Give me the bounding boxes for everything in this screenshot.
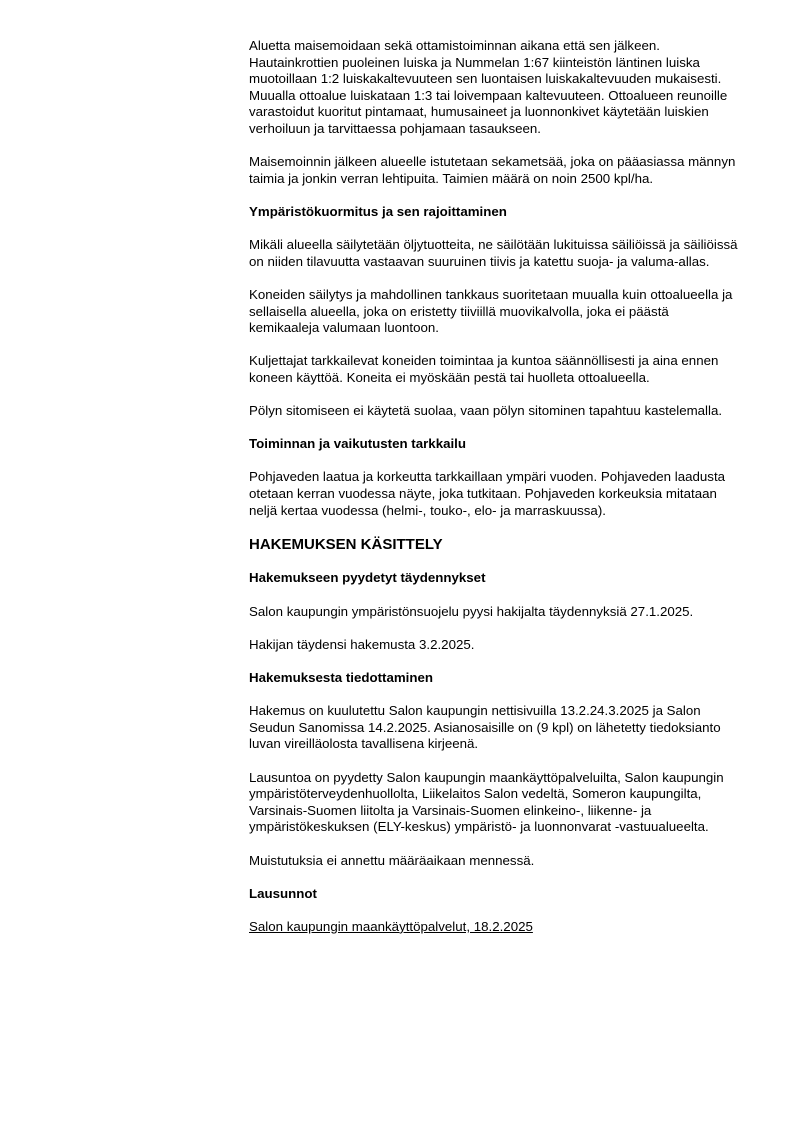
heading-application-processing: HAKEMUKSEN KÄSITTELY bbox=[249, 535, 443, 553]
paragraph-groundwater: Pohjaveden laatua ja korkeutta tarkkaillaan ympäri vuoden. Pohjaveden laadusta otetaan kerran vuodessa näyte, joka tutkitaan. Pohjaveden korkeuksia mitataan neljä kertaa vuodessa (helmi-, touko-, elo- ja marraskuussa). bbox=[249, 469, 726, 518]
paragraph-landscaping: Aluetta maisemoidaan sekä ottamistoiminnan aikana että sen jälkeen. Hautainkrottien puoleinen luiska ja Nummelan 1:67 kiinteistön läntinen luiska muotoillaan 1:2 luiskakaltevuuteen sen luontaisen luiskakaltevuuden mukaisesti. Muualla ottoalue luiskataan 1:3 tai loivempaan kaltevuuteen. Ottoalueen reunoille varastoidut kuoritut pintamaat, humusaineet ja luonnonkivet käytetään luiskien verhoiluun ja tarvittaessa pohjamaan tasaukseen. bbox=[249, 38, 728, 136]
paragraph-machine-monitoring: Kuljettajat tarkkailevat koneiden toimintaa ja kuntoa säännöllisesti ja aina ennen koneen käyttöä. Koneita ei myöskään pestä tai huolleta ottoalueella. bbox=[249, 353, 719, 385]
paragraph-oil-storage: Mikäli alueella säilytetään öljytuotteita, ne säilötään lukituissa säiliöissä ja säiliöissä on niiden tilavuutta vastaavan suuruinen tiivis ja katettu suoja- ja valuma-allas. bbox=[249, 237, 738, 269]
heading-environmental-load: Ympäristökuormitus ja sen rajoittaminen bbox=[249, 203, 507, 219]
paragraph-supplement-request: Salon kaupungin ympäristönsuojelu pyysi hakijalta täydennyksiä 27.1.2025. bbox=[249, 603, 694, 619]
document-page bbox=[249, 38, 739, 935]
paragraph-dust: Pölyn sitomiseen ei käytetä suolaa, vaan pölyn sitominen tapahtuu kastelemalla. bbox=[249, 403, 723, 419]
paragraph-machine-storage: Koneiden säilytys ja mahdollinen tankkaus suoritetaan muualla kuin ottoalueella ja sellaisella alueella, joka on eristetty tiiviillä muovikalvolla, joka ei päästä kemikaaleja valumaan luontoon. bbox=[249, 286, 733, 336]
paragraph-announcement: Hakemus on kuulutettu Salon kaupungin nettisivuilla 13.2.24.3.2025 ja Salon Seudun Sanomissa 14.2.2025. Asianosaisille on (9 kpl) on lähetetty tiedoksianto luvan vireilläolosta tavallisena kirjeenä. bbox=[249, 703, 721, 752]
heading-announcement: Hakemuksesta tiedottaminen bbox=[249, 669, 434, 685]
heading-monitoring: Toiminnan ja vaikutusten tarkkailu bbox=[249, 436, 466, 452]
paragraph-reforestation: Maisemoinnin jälkeen alueelle istutetaan sekametsää, joka on pääasiassa männyn taimia ja jonkin verran lehtipuita. Taimien määrä on noin 2500 kpl/ha. bbox=[249, 154, 736, 186]
paragraph-statements-requested: Lausuntoa on pyydetty Salon kaupungin maankäyttöpalveluilta, Salon kaupungin ympäristöterveydenhuollolta, Liikelaitos Salon vedeltä, Someron kaupungilta, Varsinais-Suomen liitolta ja Varsinais-Suomen elinkeino-, liikenne- ja ympäristökeskuksen (ELY-keskus) ympäristö- ja luonnonvarat -vastuualueelta. bbox=[249, 769, 724, 835]
heading-statements: Lausunnot bbox=[249, 885, 317, 901]
subheading-land-use-services: Salon kaupungin maankäyttöpalvelut, 18.2.2025 bbox=[249, 918, 533, 934]
heading-supplements: Hakemukseen pyydetyt täydennykset bbox=[249, 570, 486, 586]
paragraph-supplement-done: Hakijan täydensi hakemusta 3.2.2025. bbox=[249, 636, 475, 652]
paragraph-no-objections: Muistutuksia ei annettu määräaikaan mennessä. bbox=[249, 852, 535, 868]
